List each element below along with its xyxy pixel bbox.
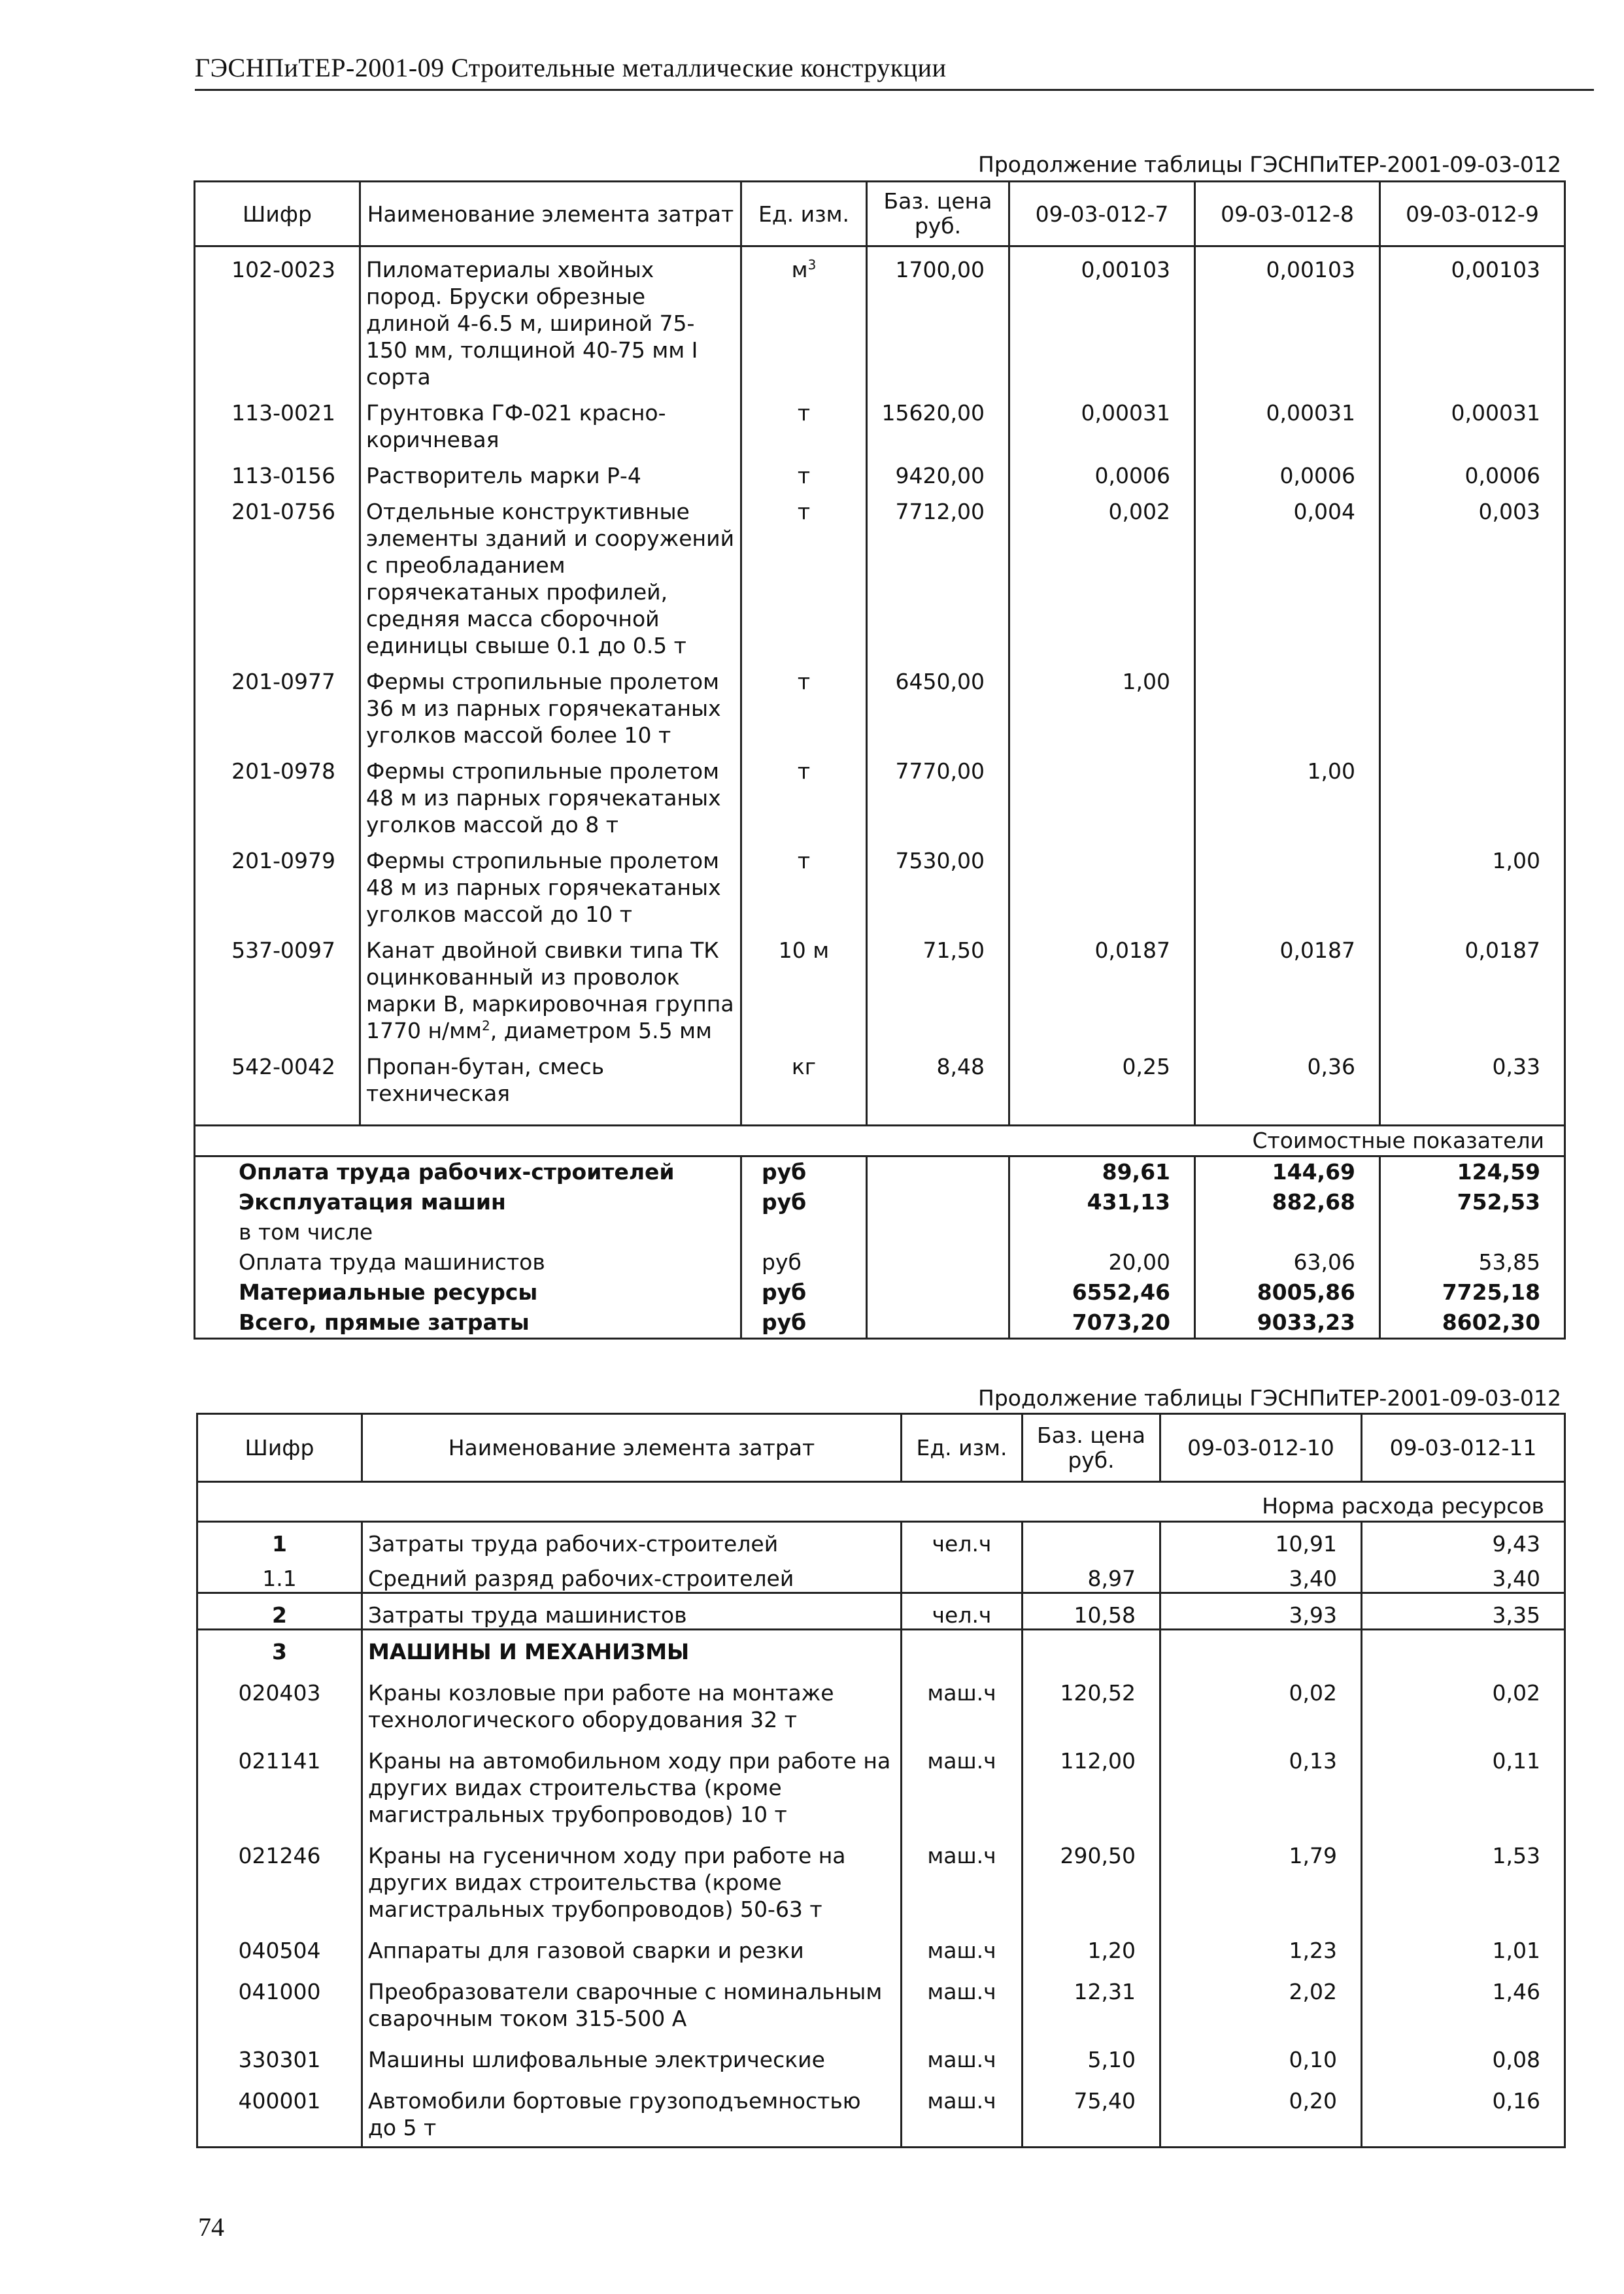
resource-name [360,489,741,659]
base-price: 1700,00 [867,246,1009,391]
table-row [195,749,1565,838]
page-number: 74 [198,2212,224,2242]
table-row [197,1630,1565,1666]
cost-empty-price [867,1247,1009,1277]
rate-value-7: 0,00031 [1009,390,1195,453]
resource-name-text: Фермы стропильные пролетом 36 м из парных горячекатаных уголков массой более 10 т [366,669,721,748]
table-row [195,489,1565,659]
table-row [197,2073,1565,2148]
cost-empty-price [867,1277,1009,1307]
section-label: Норма расхода ресурсов [197,1482,1565,1522]
resource-unit: маш.ч [902,1733,1023,1828]
table-row [197,1733,1565,1828]
unit-text: т [797,669,811,694]
unit-text: т [797,400,811,426]
resource-code: 537-0097 [195,928,360,1044]
resource-name: МАШИНЫ И МЕХАНИЗМЫ [362,1630,902,1666]
spacer-cell [195,1107,360,1125]
col-header-rate-7: 09-03-012-7 [1009,182,1195,246]
table-row [195,928,1565,1044]
resource-name-text: Растворитель марки Р-4 [366,463,641,488]
section-label: Стоимостные показатели [195,1125,1565,1156]
resource-code: 020403 [197,1665,362,1733]
cost-empty-price [867,1187,1009,1217]
cost-row [195,1277,1565,1307]
cost-label: Всего, прямые затраты [195,1307,741,1339]
rate-value-10: 0,20 [1160,2073,1362,2148]
base-price: 8,48 [867,1044,1009,1107]
base-price: 75,40 [1023,2073,1160,2148]
resource-code: 400001 [197,2073,362,2148]
resource-code: 3 [197,1630,362,1666]
col-header-rate-9: 09-03-012-9 [1380,182,1565,246]
rate-value-9: 0,0187 [1380,928,1565,1044]
base-price: 1,20 [1023,1923,1160,1964]
rate-value-11: 0,16 [1362,2073,1565,2148]
cost-value-9: 752,53 [1380,1187,1565,1217]
resource-code: 021246 [197,1828,362,1923]
resource-name-text: Отдельные конструктивные элементы зданий и сооружений с преобладанием горячекатаных профилей, средняя масса сборочной единицы свыше 0.1 до 0.5 т [366,499,735,658]
resource-name: Машины шлифовальные электрические [362,2032,902,2073]
resource-name-text: Фермы стропильные пролетом 48 м из парных горячекатаных уголков массой до 10 т [366,848,721,927]
cost-label: в том числе [195,1217,741,1247]
cost-value-8: 9033,23 [1195,1307,1380,1339]
rate-value-9: 0,00103 [1380,246,1565,391]
resource-unit: чел.ч [902,1522,1023,1558]
rate-value-11: 3,35 [1362,1593,1565,1630]
cost-value-8: 144,69 [1195,1156,1380,1187]
rate-value-7: 0,0187 [1009,928,1195,1044]
rate-value-11: 1,46 [1362,1964,1565,2032]
resource-unit: маш.ч [902,2073,1023,2148]
rate-value-10: 2,02 [1160,1964,1362,2032]
resource-unit [741,390,867,453]
base-price: 7770,00 [867,749,1009,838]
cost-value-7: 431,13 [1009,1187,1195,1217]
rate-value-11: 0,02 [1362,1665,1565,1733]
resource-name: Аппараты для газовой сварки и резки [362,1923,902,1964]
table-row-spacer [195,1107,1565,1125]
resource-code: 113-0156 [195,453,360,489]
unit-text: т [797,848,811,873]
base-price [1023,1630,1160,1666]
cost-unit: руб [741,1247,867,1277]
cost-value-9: 8602,30 [1380,1307,1565,1339]
rate-value-8: 0,00103 [1195,246,1380,391]
col-header-name: Наименование элемента затрат [360,182,741,246]
resource-name-part: , диаметром 5.5 мм [490,1018,712,1043]
resource-name-text: Пропан-бутан, смесь техническая [366,1054,605,1106]
col-header-name: Наименование элемента затрат [362,1414,902,1482]
cost-row [195,1156,1565,1187]
spacer-cell [360,1107,741,1125]
base-price: 9420,00 [867,453,1009,489]
cost-value-7: 6552,46 [1009,1277,1195,1307]
resource-unit: маш.ч [902,1964,1023,2032]
rate-value-7: 0,002 [1009,489,1195,659]
rate-value-11 [1362,1630,1565,1666]
table-row [197,1557,1565,1593]
table-row [197,1964,1565,2032]
rate-value-9: 0,0006 [1380,453,1565,489]
resource-name [360,390,741,453]
cost-row [195,1217,1565,1247]
rate-value-11: 3,40 [1362,1557,1565,1593]
col-header-rate-11: 09-03-012-11 [1362,1414,1565,1482]
rate-value-10 [1160,1630,1362,1666]
resource-name-part: Канат двойной свивки типа ТК оцинкованный из проволок марки В, маркировочная группа 1770 н/мм [366,937,734,1043]
resource-name: Краны на автомобильном ходу при работе на других видах строительства (кроме магистральных трубопроводов) 10 т [362,1733,902,1828]
resource-name [360,1044,741,1107]
resources-norms-table-2 [196,1413,1566,2148]
col-header-price: Баз. цена руб. [1023,1414,1160,1482]
cost-value-9: 53,85 [1380,1247,1565,1277]
rate-value-11: 1,01 [1362,1923,1565,1964]
col-header-rate-10: 09-03-012-10 [1160,1414,1362,1482]
resource-name [360,453,741,489]
cost-unit: руб [741,1307,867,1339]
base-price: 112,00 [1023,1733,1160,1828]
base-price: 71,50 [867,928,1009,1044]
col-header-code: Шифр [195,182,360,246]
spacer-cell [1380,1107,1565,1125]
rate-value-10: 3,40 [1160,1557,1362,1593]
rate-value-8: 0,36 [1195,1044,1380,1107]
resource-name [360,928,741,1044]
cost-value-9: 124,59 [1380,1156,1565,1187]
resource-unit [741,246,867,391]
rate-value-8: 1,00 [1195,749,1380,838]
table2-header-row [197,1414,1565,1482]
base-price: 290,50 [1023,1828,1160,1923]
resource-code: 201-0979 [195,838,360,928]
rate-value-9: 0,003 [1380,489,1565,659]
resource-unit [741,659,867,749]
running-header: ГЭСНПиТЕР-2001-09 Строительные металлические конструкции [195,53,947,82]
resource-name-text: Пиломатериалы хвойных пород. Бруски обрезные длиной 4-6.5 м, шириной 75-150 мм, толщиной 40-75 мм I сорта [366,257,698,390]
rate-value-9 [1380,749,1565,838]
resource-name: Затраты труда машинистов [362,1593,902,1630]
resource-unit [741,928,867,1044]
spacer-cell [1009,1107,1195,1125]
resource-code: 330301 [197,2032,362,2073]
cost-row [195,1307,1565,1339]
col-header-code: Шифр [197,1414,362,1482]
resource-code: 201-0977 [195,659,360,749]
rate-value-10: 3,93 [1160,1593,1362,1630]
base-price: 6450,00 [867,659,1009,749]
rate-value-11: 0,11 [1362,1733,1565,1828]
unit-text: т [797,463,811,488]
rate-value-8: 0,0187 [1195,928,1380,1044]
unit-text: кг [791,1054,817,1079]
header-rule [195,89,1594,91]
rate-value-8: 0,0006 [1195,453,1380,489]
resource-code: 102-0023 [195,246,360,391]
table-row [197,1665,1565,1733]
resource-name [360,749,741,838]
rate-value-10: 10,91 [1160,1522,1362,1558]
rate-value-7: 0,0006 [1009,453,1195,489]
cost-unit: руб [741,1187,867,1217]
base-price: 7712,00 [867,489,1009,659]
resource-unit: маш.ч [902,1923,1023,1964]
unit-superscript: 3 [807,257,817,273]
base-price [1023,1522,1160,1558]
resource-code: 201-0978 [195,749,360,838]
section-label-row [197,1482,1565,1522]
resource-unit [741,489,867,659]
resource-unit: чел.ч [902,1593,1023,1630]
table-row [195,246,1565,391]
resource-name-superscript: 2 [481,1018,490,1034]
rate-value-11: 0,08 [1362,2032,1565,2073]
cost-value-8 [1195,1217,1380,1247]
cost-value-7: 89,61 [1009,1156,1195,1187]
cost-unit [741,1217,867,1247]
resource-unit: маш.ч [902,2032,1023,2073]
rate-value-7: 0,00103 [1009,246,1195,391]
cost-unit: руб [741,1156,867,1187]
table-row [195,659,1565,749]
base-price: 5,10 [1023,2032,1160,2073]
cost-unit: руб [741,1277,867,1307]
section-label-row [195,1125,1565,1156]
col-header-unit: Ед. изм. [741,182,867,246]
cost-value-8: 882,68 [1195,1187,1380,1217]
resource-name: Преобразователи сварочные с номинальным сварочным током 315-500 А [362,1964,902,2032]
resource-name: Краны на гусеничном ходу при работе на других видах строительства (кроме магистральных трубопроводов) 50-63 т [362,1828,902,1923]
col-header-rate-8: 09-03-012-8 [1195,182,1380,246]
resource-code: 2 [197,1593,362,1630]
base-price: 15620,00 [867,390,1009,453]
table-row [197,1593,1565,1630]
cost-value-7: 7073,20 [1009,1307,1195,1339]
rate-value-11: 9,43 [1362,1522,1565,1558]
cost-value-9 [1380,1217,1565,1247]
rate-value-8: 0,00031 [1195,390,1380,453]
unit-text: т [797,758,811,784]
resource-code: 1 [197,1522,362,1558]
resource-name: Краны козловые при работе на монтаже технологического оборудования 32 т [362,1665,902,1733]
base-price: 10,58 [1023,1593,1160,1630]
resource-name [360,659,741,749]
table-row [195,390,1565,453]
table1-header-row [195,182,1565,246]
table-row [197,2032,1565,2073]
rate-value-10: 1,23 [1160,1923,1362,1964]
resource-name-text: Фермы стропильные пролетом 48 м из парных горячекатаных уголков массой до 8 т [366,758,721,837]
resource-name: Автомобили бортовые грузоподъемностью до 5 т [362,2073,902,2148]
cost-row [195,1187,1565,1217]
spacer-cell [1195,1107,1380,1125]
table-row [197,1522,1565,1558]
resource-code: 040504 [197,1923,362,1964]
base-price: 8,97 [1023,1557,1160,1593]
rate-value-7 [1009,838,1195,928]
rate-value-10: 1,79 [1160,1828,1362,1923]
resource-name: Затраты труда рабочих-строителей [362,1522,902,1558]
rate-value-8 [1195,838,1380,928]
rate-value-10: 0,10 [1160,2032,1362,2073]
spacer-cell [741,1107,867,1125]
rate-value-9: 0,00031 [1380,390,1565,453]
base-price: 120,52 [1023,1665,1160,1733]
resource-code: 113-0021 [195,390,360,453]
resource-name [360,246,741,391]
resource-unit: маш.ч [902,1828,1023,1923]
resource-code: 1.1 [197,1557,362,1593]
table-row [195,1044,1565,1107]
resource-unit: маш.ч [902,1665,1023,1733]
col-header-unit: Ед. изм. [902,1414,1023,1482]
resources-cost-table-1 [194,180,1566,1340]
cost-value-7 [1009,1217,1195,1247]
resource-name-text: Грунтовка ГФ-021 красно-коричневая [366,400,666,452]
spacer-cell [867,1107,1009,1125]
resource-unit [902,1557,1023,1593]
table-row [195,453,1565,489]
rate-value-7: 1,00 [1009,659,1195,749]
cost-value-8: 8005,86 [1195,1277,1380,1307]
resource-unit [902,1630,1023,1666]
cost-label: Материальные ресурсы [195,1277,741,1307]
resource-name [360,838,741,928]
cost-value-8: 63,06 [1195,1247,1380,1277]
rate-value-7 [1009,749,1195,838]
resource-name: Средний разряд рабочих-строителей [362,1557,902,1593]
table2-continuation-label: Продолжение таблицы ГЭСНПиТЕР-2001-09-03-012 [978,1385,1562,1411]
resource-code: 021141 [197,1733,362,1828]
rate-value-9 [1380,659,1565,749]
table1-continuation-label: Продолжение таблицы ГЭСНПиТЕР-2001-09-03-012 [978,152,1562,177]
unit-text: 10 м [778,937,830,963]
resource-unit [741,1044,867,1107]
resource-unit [741,838,867,928]
resource-unit [741,453,867,489]
cost-label: Оплата труда рабочих-строителей [195,1156,741,1187]
resource-code: 041000 [197,1964,362,2032]
rate-value-10: 0,02 [1160,1665,1362,1733]
rate-value-10: 0,13 [1160,1733,1362,1828]
cost-label: Эксплуатация машин [195,1187,741,1217]
base-price: 7530,00 [867,838,1009,928]
base-price: 12,31 [1023,1964,1160,2032]
col-header-price: Баз. цена руб. [867,182,1009,246]
table-row [197,1828,1565,1923]
table-row [197,1923,1565,1964]
cost-empty-price [867,1156,1009,1187]
cost-value-9: 7725,18 [1380,1277,1565,1307]
resource-code: 542-0042 [195,1044,360,1107]
rate-value-8: 0,004 [1195,489,1380,659]
unit-text: м [791,257,808,282]
cost-empty-price [867,1217,1009,1247]
rate-value-11: 1,53 [1362,1828,1565,1923]
rate-value-8 [1195,659,1380,749]
cost-label: Оплата труда машинистов [195,1247,741,1277]
unit-text: т [797,499,811,524]
rate-value-9: 0,33 [1380,1044,1565,1107]
resource-unit [741,749,867,838]
rate-value-9: 1,00 [1380,838,1565,928]
table-row [195,838,1565,928]
cost-empty-price [867,1307,1009,1339]
resource-code: 201-0756 [195,489,360,659]
cost-row [195,1247,1565,1277]
rate-value-7: 0,25 [1009,1044,1195,1107]
cost-value-7: 20,00 [1009,1247,1195,1277]
